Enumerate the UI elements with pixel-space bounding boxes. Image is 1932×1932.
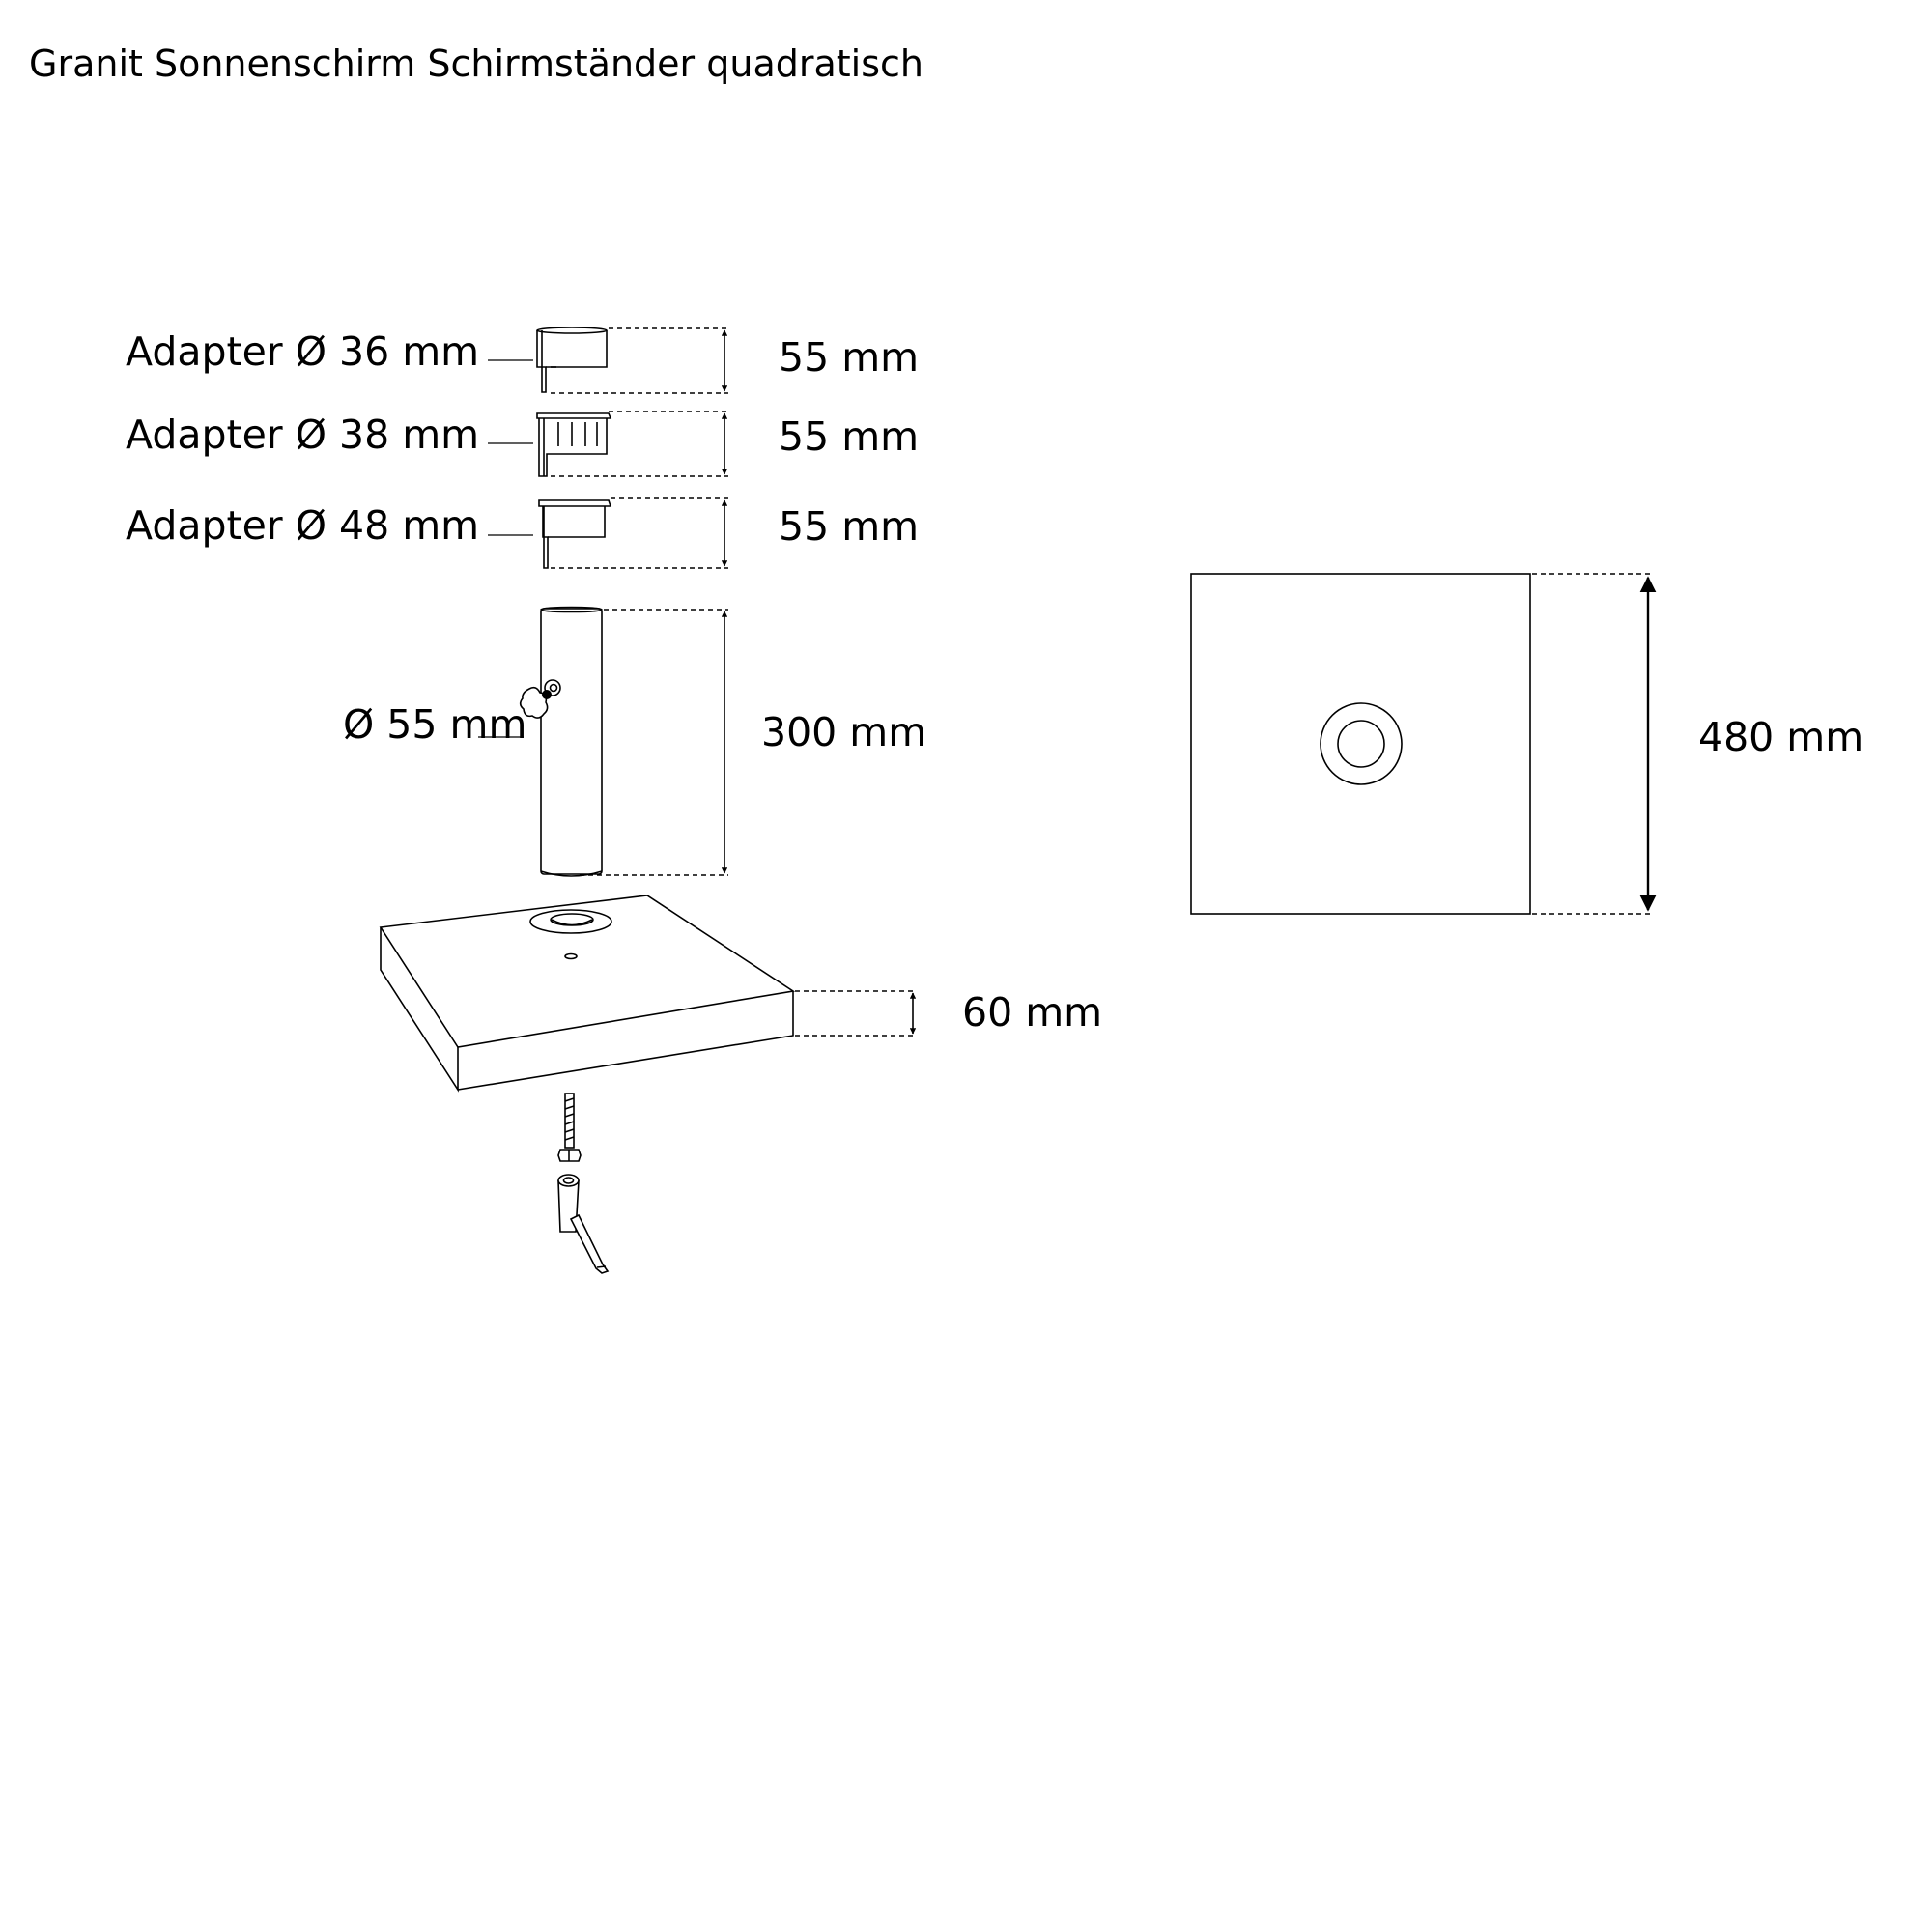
tube-diameter-label: Ø 55 mm (343, 701, 527, 748)
adapter-48-height-label: 55 mm (779, 503, 920, 550)
adapter-48-icon (539, 500, 611, 568)
base-small-hole (565, 954, 577, 959)
adapter-38-height-label: 55 mm (779, 413, 920, 460)
tube-group (343, 608, 926, 877)
top-view-group (1191, 574, 1863, 914)
wrench-icon (558, 1175, 608, 1273)
granite-base-icon (381, 895, 793, 1090)
base-group (381, 895, 1102, 1090)
base-mount-inner (551, 914, 593, 925)
adapter-36-height-label: 55 mm (779, 334, 920, 381)
page-title: Granit Sonnenschirm Schirmständer quadratisch (29, 43, 924, 85)
base-height-label: 60 mm (962, 989, 1103, 1036)
bolt-icon (558, 1094, 581, 1161)
adapter-36-group (126, 327, 919, 393)
adapter-38-label: Adapter Ø 38 mm (126, 412, 480, 458)
adapter-48-group (126, 498, 919, 568)
top-view-mount-inner (1338, 721, 1384, 767)
adapter-38-icon (537, 413, 611, 476)
top-view-size-label: 480 mm (1698, 714, 1864, 760)
top-view-square (1191, 574, 1530, 914)
tube-icon (541, 608, 602, 877)
adapter-48-label: Adapter Ø 48 mm (126, 502, 480, 549)
adapter-36-label: Adapter Ø 36 mm (126, 328, 480, 375)
adapter-38-group (126, 412, 919, 476)
tube-height-label: 300 mm (761, 709, 927, 755)
adapter-36-icon (537, 327, 607, 392)
top-view-mount-outer (1321, 703, 1402, 784)
